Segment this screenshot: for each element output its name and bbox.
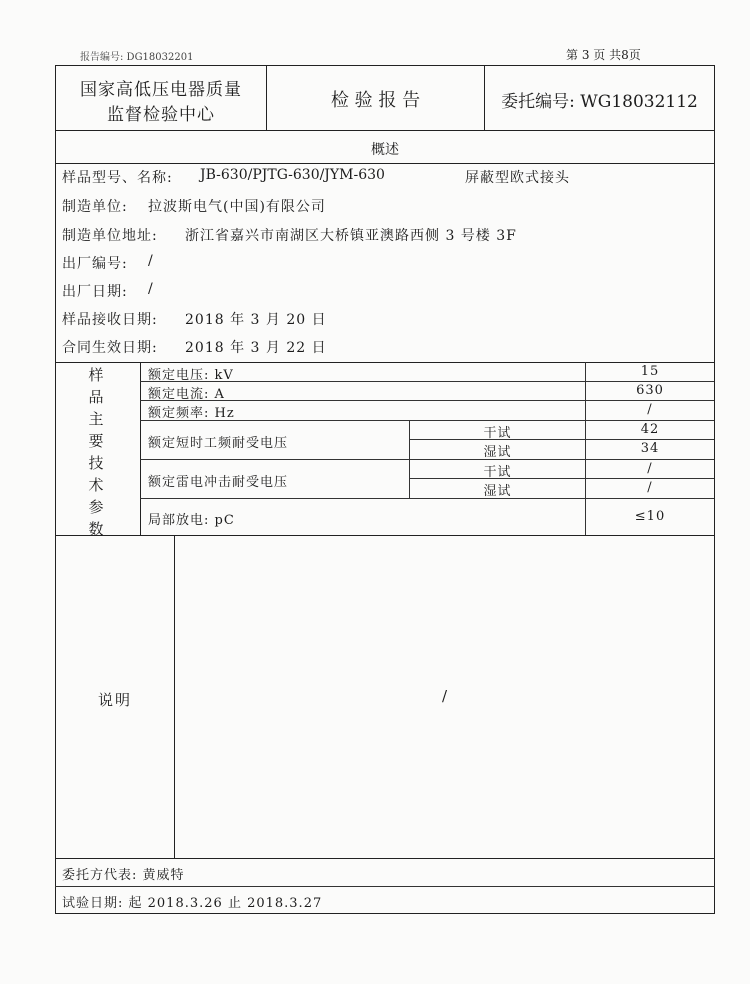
short-time-voltage-label: 额定短时工频耐受电压 bbox=[148, 436, 289, 451]
rated-current-value: 630 bbox=[636, 383, 664, 398]
rated-frequency-value: / bbox=[647, 402, 653, 417]
header-bottom bbox=[55, 130, 715, 131]
side-char: 参 bbox=[88, 498, 104, 516]
sample-model-value: JB-630/PJTG-630/JYM-630 bbox=[200, 167, 385, 183]
serial-number-label: 出厂编号: bbox=[62, 256, 128, 272]
report-number-top: 报告编号: DG18032201 bbox=[80, 52, 194, 63]
manufacture-date-value: / bbox=[148, 281, 154, 297]
frame-right bbox=[714, 65, 715, 913]
side-char: 要 bbox=[88, 432, 104, 450]
short-time-wet-label: 湿试 bbox=[483, 445, 512, 460]
rated-current-label: 额定电流: A bbox=[148, 387, 225, 402]
params-bottom bbox=[55, 535, 715, 536]
remarks-label: 说明 bbox=[97, 691, 132, 709]
side-char: 品 bbox=[88, 388, 104, 406]
info-bottom bbox=[55, 362, 715, 363]
footer-row-line bbox=[55, 886, 715, 887]
short-time-wet-value: 34 bbox=[640, 441, 660, 456]
lightning-wet-value: / bbox=[647, 480, 653, 495]
lightning-voltage-label: 额定雷电冲击耐受电压 bbox=[148, 475, 289, 490]
contract-date-value: 2018 年 3 月 22 日 bbox=[185, 340, 327, 356]
overview-bottom bbox=[55, 163, 715, 164]
manufacturer-label: 制造单位: bbox=[62, 199, 128, 215]
client-representative: 委托方代表: 黄威特 bbox=[62, 868, 185, 883]
test-date: 试验日期: 起 2018.3.26 止 2018.3.27 bbox=[62, 896, 323, 911]
lightning-wet-label: 湿试 bbox=[483, 484, 512, 499]
remarks-content: / bbox=[441, 687, 448, 705]
params-left-divider bbox=[140, 362, 141, 535]
overview-title: 概述 bbox=[371, 142, 399, 158]
manufacturer-value: 拉波斯电气(中国)有限公司 bbox=[148, 199, 326, 215]
lightning-dry-value: / bbox=[647, 461, 653, 476]
frame-top bbox=[55, 65, 715, 66]
rated-voltage-label: 额定电压: kV bbox=[148, 368, 234, 383]
sample-model-label: 样品型号、名称: bbox=[62, 170, 173, 186]
manufacture-date-label: 出厂日期: bbox=[62, 284, 128, 300]
remarks-bottom bbox=[55, 858, 715, 859]
frame-left bbox=[55, 65, 56, 913]
org-name-line1: 国家高低压电器质量 bbox=[80, 80, 242, 100]
sample-name-value: 屏蔽型欧式接头 bbox=[465, 170, 570, 186]
params-row-line bbox=[140, 400, 714, 401]
partial-discharge-label: 局部放电: pC bbox=[148, 513, 235, 528]
params-side-label bbox=[82, 364, 110, 540]
frame-bottom bbox=[55, 913, 715, 914]
side-char: 技 bbox=[88, 454, 104, 472]
short-time-dry-label: 干试 bbox=[483, 426, 512, 441]
manufacturer-address-label: 制造单位地址: bbox=[62, 228, 158, 244]
side-char: 主 bbox=[88, 410, 104, 428]
lightning-dry-label: 干试 bbox=[483, 465, 512, 480]
rated-frequency-label: 额定频率: Hz bbox=[148, 406, 235, 421]
page-indicator: 第 3 页 共8页 bbox=[566, 48, 641, 62]
partial-discharge-value: ≤10 bbox=[634, 509, 666, 524]
side-char: 样 bbox=[88, 366, 104, 384]
short-time-dry-value: 42 bbox=[640, 422, 660, 437]
side-char: 术 bbox=[88, 476, 104, 494]
receipt-date-value: 2018 年 3 月 20 日 bbox=[185, 312, 327, 328]
commission-number: 委托编号: WG18032112 bbox=[501, 92, 698, 112]
report-title: 检 验 报 告 bbox=[330, 90, 421, 111]
serial-number-value: / bbox=[148, 253, 154, 269]
contract-date-label: 合同生效日期: bbox=[62, 340, 158, 356]
side-char: 数 bbox=[88, 520, 104, 538]
receipt-date-label: 样品接收日期: bbox=[62, 312, 158, 328]
manufacturer-address-value: 浙江省嘉兴市南湖区大桥镇亚澳路西侧 3 号楼 3F bbox=[185, 228, 517, 244]
rated-voltage-value: 15 bbox=[640, 364, 660, 379]
org-name-line2: 监督检验中心 bbox=[107, 105, 215, 125]
